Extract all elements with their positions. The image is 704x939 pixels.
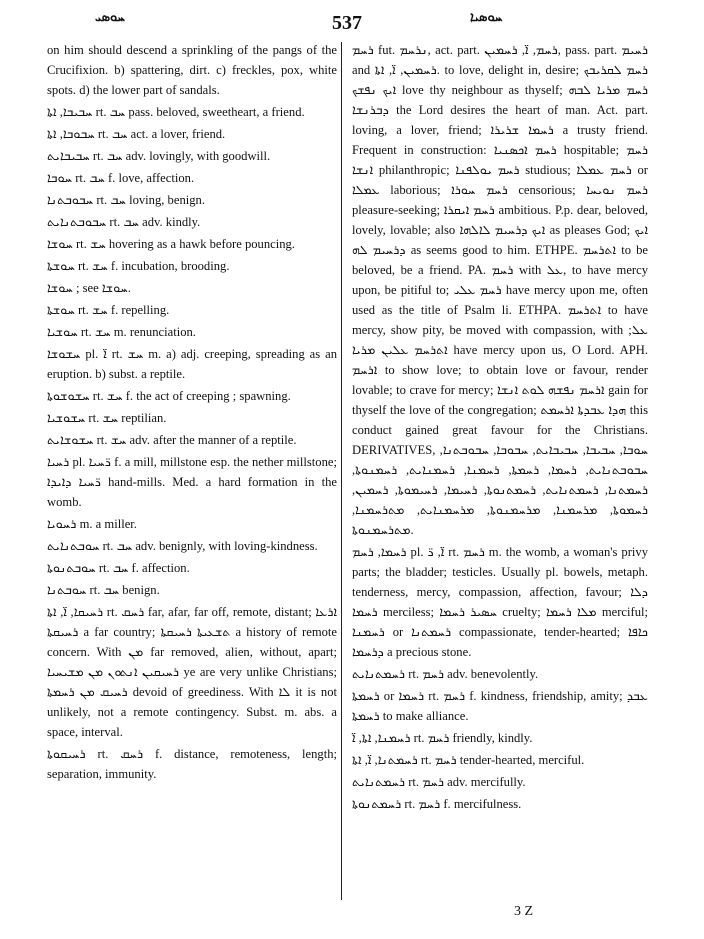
left-column (47, 40, 337, 786)
right-column (352, 40, 648, 816)
dictionary-entry: ܚܒܘܒܬܢܐܝܬ rt. ܚܒ adv. kindly. (47, 215, 201, 229)
dictionary-entry: ܚܘܫܝܐ rt. ܚܫ m. renunciation. (47, 325, 196, 339)
signature-mark: 3 Z (514, 904, 534, 919)
dictionary-entry: ܪܚܡܬܢܐܝܬ rt. ܪܚܡ adv. benevolently. (352, 667, 539, 681)
header-guide-word-left: ܚܘܣܝ (95, 10, 126, 25)
dictionary-entry: on him should descend a sprinkling of the pangs of the Crucifixion. b) spattering, dirt. c) freckles, pox, white spots. d) the lower part of sandals. (47, 43, 337, 97)
dictionary-entry: ܚܘܫܐ ; see ܚܘܫܐ. (47, 281, 131, 295)
dictionary-entry: ܪܚܝܩܘܬܐ rt. ܪܚܩ f. distance, remoteness, length; separation, immunity. (47, 747, 337, 781)
dictionary-entry: ܚܒܘܒܬܢܐ rt. ܚܒ loving, benign. (47, 193, 205, 207)
dictionary-entry: ܚܘܒܬܢܐ rt. ܚܒ benign. (47, 583, 160, 597)
dictionary-entry: ܪܚܘܝܐ m. a miller. (47, 517, 137, 531)
dictionary-entry: ܪܚܡܢܐ, ܐܬܐ, ܐ̈ rt. ܪܚܡ friendly, kindly. (352, 731, 533, 745)
dictionary-entry: ܚܒܝܒܐܝܬ rt. ܚܒ adv. lovingly, with goodwill. (47, 149, 271, 163)
dictionary-entry: ܪܚܡܬܢܐ, ܐ̈, ܐܬܐ rt. ܪܚܡ tender-hearted, merciful. (352, 753, 585, 767)
column-divider (341, 42, 342, 900)
dictionary-entry: ܪܚܝܐ pl. ܪ̈ܚܝܐ f. a mill, millstone esp. the nether millstone; ܪ̈ܚܝܐ ܕܐܝܕܐ hand-mills. Med. a hard formation in the womb. (47, 455, 337, 509)
dictionary-entry: ܚܘܒܬܢܘܬܐ rt. ܚܒ f. affection. (47, 561, 190, 575)
dictionary-entry: ܚܒܘܒܐ, ܐܬܐ rt. ܚܒ act. a lover, friend. (47, 127, 226, 141)
dictionary-entry: ܚܒܝܒܐ, ܐܬܐ rt. ܚܒ pass. beloved, sweetheart, a friend. (47, 105, 305, 119)
dictionary-entry: ܚܘܫܐ rt. ܚܫ hovering as a hawk before pouncing. (47, 237, 295, 251)
dictionary-entry: ܪܚܡܬܐ or ܪܚܡܐ rt. ܪܚܡ f. kindness, friendship, amity; ܥܒܕ ܪܚܡܬܐ to make alliance. (352, 689, 649, 723)
dictionary-entry: ܚܘܒܐ rt. ܚܒ f. love, affection. (47, 171, 195, 185)
dictionary-entry: ܚܫܘܫܐ pl. ܐ̈ rt. ܚܫ m. a) adj. creeping, spreading as an eruption. b) subst. a reptile. (47, 347, 338, 381)
dictionary-entry: ܪܚܡܬܢܘܬܐ rt. ܪܚܡ f. mercifulness. (352, 797, 522, 811)
dictionary-entry: ܚܘܫܬܐ rt. ܚܫ f. repelling. (47, 303, 170, 317)
dictionary-entry: ܪܚܡܬܢܐܝܬ rt. ܪܚܡ adv. mercifully. (352, 775, 526, 789)
dictionary-entry: ܪܚܝܩܐ, ܐ̈, ܐܬܐ rt. ܪܚܩ far, afar, far off, remote, distant; ܐܪܥܐ ܪܚܝܩܬܐ a far country; ܬܫܥܝܬܐ ܪܚܝܩܬܐ a history of remote concern. With ܡܢ far removed, alien, without, apart; ܪܚܝܩܝܢ ܐܢܬܘܢ ܡܢ ܡܫܝܚܝܐ ye are very unlike Christians; ܪܚܝܩ ܡܢ ܪܚܡܬܐ devoid of greediness. With ܠܐ it is not unlikely, not a remote contingency. Subst. m. abs. a space, interval. (47, 605, 338, 739)
dictionary-entry: ܚܘܒܬܢܐܝܬ rt. ܚܒ adv. benignly, with loving-kindness. (47, 539, 318, 553)
dictionary-entry: ܪܚܡܐ, ܪܚܡ pl. ܐ̈, ܪ̈ rt. ܪܚܡ m. the womb, a woman's privy parts; the bladder; testicles. Usually pl. bowels, metaph. tenderness, mercy, compassion, affection, favour; ܕܠܐ ܪܚܡܐ merciless; ܚܣܝܪ ܪܚܡܐ cruelty; ܡܠܐ ܪܚܡܐ merciful; ܪܚܡܢܐ or ܪܚܡܬܢܐ compassionate, tender-hearted; ܟܐܦܐ ܕܪܚܡܐ a precious stone. (352, 545, 649, 659)
dictionary-entry: ܪܚܡ fut. ܢܪܚܡ, act. part. ܪܚܡ, ܐ̈, ܪܚܡܝܢ, pass. part. ܪܚܝܡ and ܪܚܡܝܢ, ܐ̈, ܐܬܐ. to love, delight in, desire; ܪܚܡ ܠܩܪܝܒܟ ܐܝܟ ܢܦܫܟ love thy neighbour as thyself; ܪܚܡ ܡܪܝܐ ܠܒܗ ܕܒܪܢܫܐ the Lord desires the heart of man. Act. part. loving, a lover, friend; ܪܚܡܐ ܫܪܝܪܐ a trusty friend. Frequent in construction: ܪܚܡ ܐܟܣܢܝܐ hospitable; ܪܚܡ ܐܢܫܐ philanthropic; ܪܚܡ ܝܘܠܦܢܐ studious; ܪܚܡ ܥܡܠܐ or ܥܡܠܐ laborious; ܪܚܡ ܚܘܪܐ censorious; ܪܚܡ ܢܘܝܚܐ pleasure-seeking; ܪܚܡ ܐܝܩܪܐ ambitious. P.p. dear, beloved, lovely, lovable; also ܐܝܟ ܕܪܚܝܡ ܠܐܠܗܐ as pleases God; ܐܝܟ ܕܪܚܝܡ ܠܗ as seems good to him. ETHPE. ܐܬܪܚܡ to be beloved, be a friend. PA. ܪܚܡ with ܥܠ, to have mercy upon, be pitiful to; ܪܚܡ ܥܠܝ have mercy upon me, often used as the title of Psalm li. ETHPA. ܐܬܪܚܡ to have mercy, show pity, be moved with compassion, with ܥܠ; ܐܬܪܚܡ ܥܠܝܢ ܡܪܝܐ have mercy upon us, O Lord. APH. ܐܪܚܡ to show love; to obtain love or favour, render lovable; to crave for mercy; ܐܪܚܡ ܢܦܫܗ ܠܘܬ ܐܢܫܐ gain for thyself the love of the congregation; ܗܕܐ ܥܒܕܬܐ ܐܪܚܡܬ this conduct gained great favour for the Christians. DERIVATIVES, ܚܘܒܐ, ܚܒܝܒܐ, ܚܒܝܒܐܝܬ, ܚܒܘܒܐ, ܚܒܘܒܬܢܐ, ܚܒܘܒܬܢܐܝܬ, ܪܚܡܐ, ܪܚܡܬܐ, ܪܚܡܢܐ, ܪܚܡܢܐܝܬ, ܪܚܡܢܘܬܐ, ܪܚܡܬܢܐ, ܪܚܡܬܢܐܝܬ, ܪܚܡܬܢܘܬܐ, ܪܚܝܡܐ, ܪܚܝܡܘܬܐ, ܪܚܡܝܢ, ܪܚܡܘܬܐ, ܡܪܚܡܢܐ, ܡܪܚܡܢܘܬܐ, ܡܪܚܡܢܐܝܬ, ܡܬܪܚܡܢܐ, ܡܬܪܚܡܢܘܬܐ. (352, 43, 649, 537)
dictionary-entry: ܚܫܘܫܐܝܬ rt. ܚܫ adv. after the manner of a reptile. (47, 433, 297, 447)
dictionary-entry: ܚܫܘܫܘܬܐ rt. ܚܫ f. the act of creeping ; spawning. (47, 389, 291, 403)
page-number: 537 (332, 12, 362, 34)
header-guide-word-right: ܚܘܣܝܐ (470, 10, 503, 25)
dictionary-entry: ܚܫܘܫܝܐ rt. ܚܫ reptilian. (47, 411, 167, 425)
dictionary-entry: ܚܘܫܬܐ rt. ܚܫ f. incubation, brooding. (47, 259, 230, 273)
